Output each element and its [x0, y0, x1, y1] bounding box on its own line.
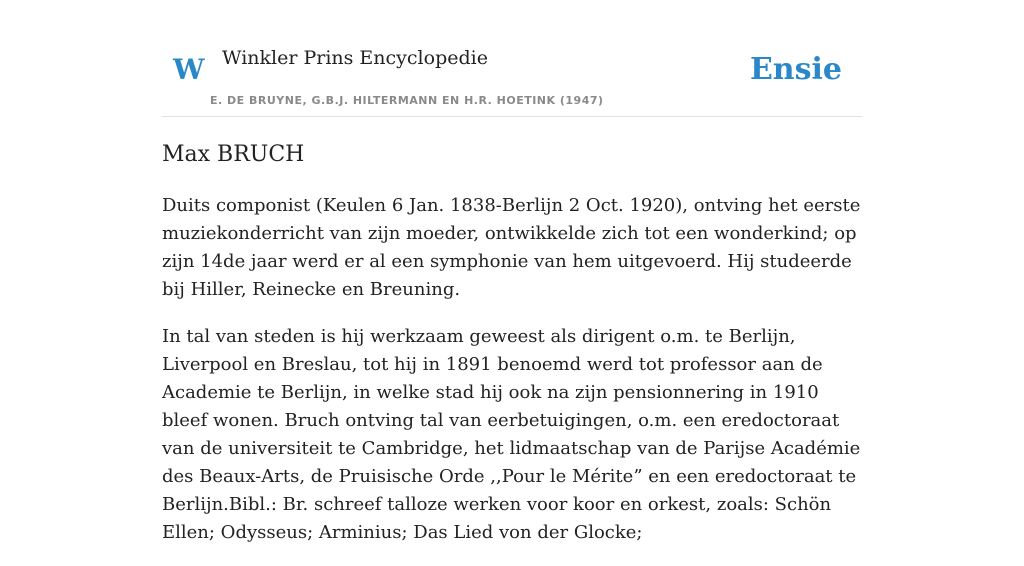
entry-title: Max BRUCH — [162, 142, 305, 167]
page-container — [162, 0, 862, 543]
authors-subtitle: E. DE BRUYNE, G.B.J. HILTERMANN EN H.R. HOETINK (1947) — [210, 94, 604, 107]
paragraph: Duits componist (Keulen 6 Jan. 1838-Berlijn 2 Oct. 1920), ontving het eerste muziekonderricht van zijn moeder, ontwikkelde zich tot een wonderkind; op zijn 14de jaar werd er al een symphonie van hem uitgevoerd. Hij studeerde bij Hiller, Reinecke en Breuning. — [162, 195, 861, 300]
article-body — [162, 192, 862, 566]
winkler-prins-logo[interactable]: W — [173, 53, 205, 86]
site-title[interactable]: Winkler Prins Encyclopedie — [222, 47, 488, 69]
ensie-logo-link[interactable]: Ensie — [749, 52, 842, 87]
paragraph: In tal van steden is hij werkzaam geweest als dirigent o.m. te Berlijn, Liverpool en Breslau, tot hij in 1891 benoemd werd tot professor aan de Academie te Berlijn, in welke stad hij ook na zijn pensionnering in 1910 bleef wonen. Bruch ontving tal van eerbetuigingen, o.m. een eredoctoraat van de universiteit te Cambridge, het lidmaatschap van de Parijse Académie des Beaux-Arts, de Pruisische Orde ,,Pour le Mérite” en een eredoctoraat te Berlijn.Bibl.: Br. schreef talloze werken voor koor en orkest, zoals: Schön Ellen; Odysseus; Arminius; Das Lied von der Glocke; — [162, 326, 861, 543]
header — [162, 0, 862, 117]
